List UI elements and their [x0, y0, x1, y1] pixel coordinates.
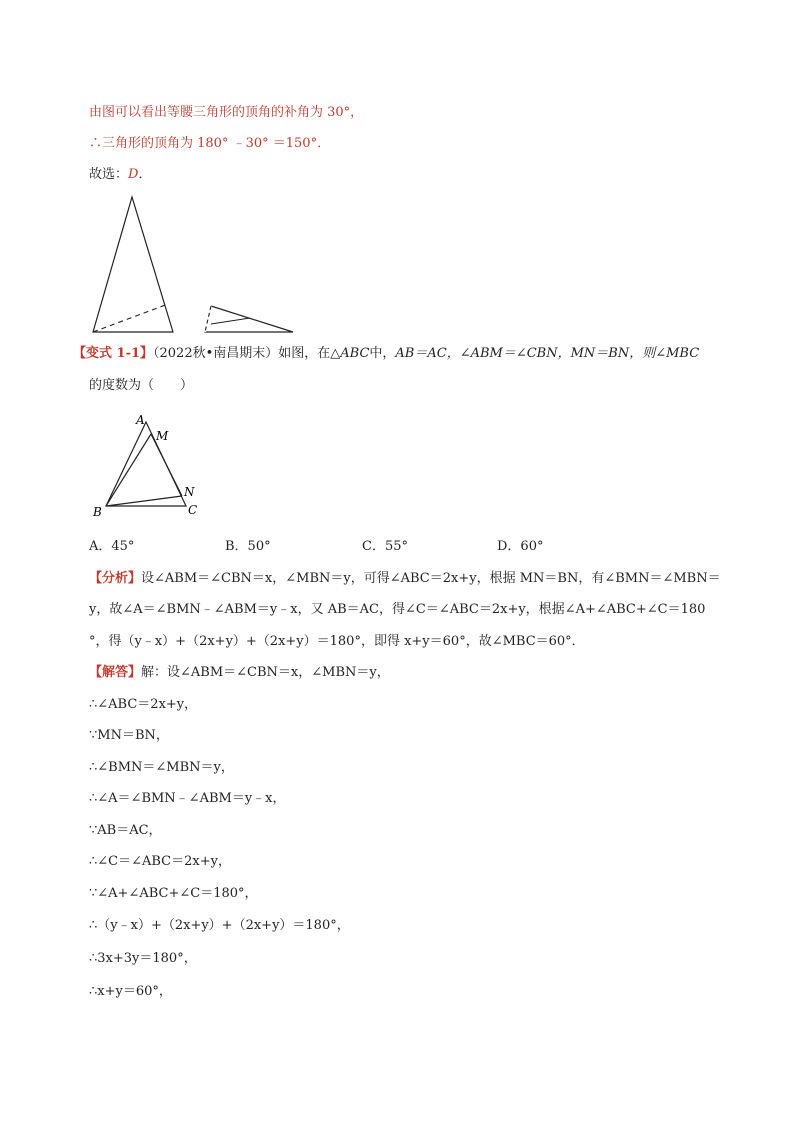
segment-mn: [151, 434, 182, 496]
option-b: B．50°: [225, 539, 271, 554]
problem-line-1: [73, 345, 699, 363]
analysis-text-1: 设∠ABM＝∠CBN＝x，∠MBN＝y，可得∠ABC＝2x+y，根据 MN＝BN，有∠BMN＝∠MBN＝: [141, 571, 721, 586]
solution-step: ∵∠A+∠ABC+∠C＝180°，: [89, 886, 258, 901]
analysis-text-3: °，得（y﹣x）+（2x+y）+（2x+y）＝180°，即得 x+y＝60°，故∠MBC＝60°．: [89, 634, 585, 649]
tall-triangle: [93, 197, 173, 332]
triangle-abc-figure: [88, 408, 208, 523]
intro-line-1: [89, 104, 363, 122]
option-a: A．45°: [89, 539, 135, 554]
solution-step: ∵AB＝AC，: [89, 823, 162, 838]
intro-text-3: 故选：: [89, 167, 129, 182]
intro-line-3: [89, 166, 151, 184]
problem-stem-4: 的度数为（ ）: [89, 378, 194, 393]
triangle-abc: [106, 422, 186, 506]
solution-tag: 【解答】: [89, 665, 142, 680]
label-n: N: [184, 485, 195, 499]
small-triangle-inner: [211, 318, 250, 324]
solution-text-first: 解：设∠ABM＝∠CBN＝x，∠MBN＝y，: [141, 665, 390, 680]
solution-step: ∴（y﹣x）+（2x+y）+（2x+y）＝180°，: [89, 918, 350, 933]
label-a: A: [136, 413, 145, 427]
solution-step: ∴∠BMN＝∠MBN＝y，: [89, 760, 234, 775]
analysis-line-3: [89, 633, 585, 651]
problem-triangle-name: ABC: [340, 346, 370, 361]
solution-step: ∵MN＝BN，: [89, 728, 169, 743]
segment-bm: [106, 434, 151, 506]
small-triangle: [205, 306, 293, 332]
analysis-line-1: [89, 570, 721, 588]
option-c: C．55°: [362, 539, 408, 554]
solution-step: ∴∠A＝∠BMN﹣∠ABM＝y﹣x，: [89, 791, 286, 806]
problem-stem-2: 中，: [369, 346, 396, 361]
solution-step: ∴∠ABC＝2x+y，: [89, 697, 198, 712]
solution-line-first: [89, 664, 390, 682]
segment-bn: [106, 496, 182, 506]
intro-text-1: 由图可以看出等腰三角形的顶角的补角为 30°，: [89, 105, 364, 120]
problem-line-2: [89, 377, 193, 395]
solution-step: ∴∠C＝∠ABC＝2x+y，: [89, 854, 231, 869]
label-b: B: [93, 505, 102, 519]
option-d: D．60°: [497, 539, 544, 554]
label-m: M: [156, 429, 169, 443]
isosceles-triangle-figures: [85, 192, 305, 337]
tall-triangle-dashed: [93, 304, 168, 332]
solution-step: ∴3x+3y＝180°，: [89, 951, 197, 966]
intro-line-2: [89, 135, 330, 153]
intro-text-2: ∴三角形的顶角为 180° ﹣30° ＝150°．: [89, 136, 331, 151]
problem-stem-3: AB＝AC，∠ABM＝∠CBN，MN＝BN，则∠MBC: [395, 346, 700, 361]
problem-tag: 【变式 1-1】: [73, 346, 154, 361]
intro-period: ．: [138, 167, 152, 182]
problem-stem-1: （2022秋•南昌期末）如图，在△: [153, 346, 341, 361]
label-c: C: [188, 503, 198, 517]
analysis-line-2: [89, 601, 705, 619]
analysis-text-2: y，故∠A＝∠BMN﹣∠ABM＝y﹣x，又 AB＝AC，得∠C＝∠ABC＝2x+y，根据∠A+∠ABC+∠C＝180: [89, 602, 706, 617]
analysis-tag: 【分析】: [89, 571, 142, 586]
solution-step: ∴x+y＝60°，: [89, 984, 172, 999]
intro-answer: D: [128, 167, 139, 182]
